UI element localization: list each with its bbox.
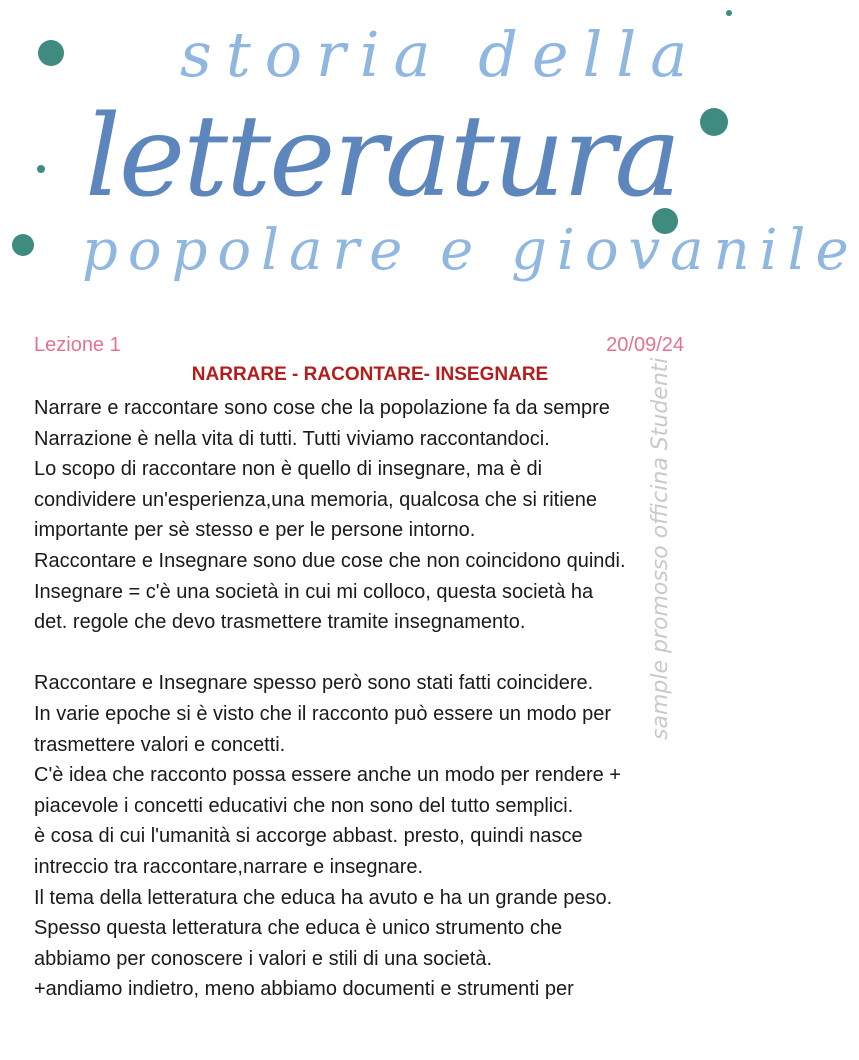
watermark: sample promosso officina Studenti <box>648 357 673 740</box>
body-line: importante per sè stesso e per le persone intorno. <box>34 519 476 542</box>
teal-dot-decoration <box>37 165 45 173</box>
title-line-1: storia della <box>180 18 702 91</box>
lesson-date: 20/09/24 <box>606 334 684 356</box>
body-line: Spesso questa letteratura che educa è unico strumento che <box>34 917 563 940</box>
body-line: intreccio tra raccontare,narrare e insegnare. <box>34 855 424 878</box>
body-line: trasmettere valori e concetti. <box>34 733 286 756</box>
title-line-3: popolare e giovanile <box>82 218 859 283</box>
blank-line <box>34 638 734 669</box>
body-line: In varie epoche si è visto che il racconto può essere un modo per <box>34 702 611 725</box>
teal-dot-decoration <box>726 10 732 16</box>
body-line: Lo scopo di raccontare non è quello di insegnare, ma è di <box>34 458 543 481</box>
body-line: condividere un'esperienza,una memoria, qualcosa che si ritiene <box>34 488 598 511</box>
body-line: C'è idea che racconto possa essere anche un modo per rendere + <box>34 764 621 787</box>
notes-body <box>34 393 734 1005</box>
body-line: abbiamo per conoscere i valori e stili di una società. <box>34 947 493 970</box>
teal-dot-decoration <box>12 234 34 256</box>
body-line: è cosa di cui l'umanità si accorge abbast. presto, quindi nasce <box>34 825 583 848</box>
body-line: Narrazione è nella vita di tutti. Tutti viviamo raccontandoci. <box>34 427 550 450</box>
section-heading: NARRARE - RACONTARE- INSEGNARE <box>191 364 549 385</box>
body-line: Raccontare e Insegnare sono due cose che non coincidono quindi. <box>34 549 626 572</box>
title-line-2: letteratura <box>85 92 680 222</box>
body-line: Il tema della letteratura che educa ha avuto e ha un grande peso. <box>34 886 613 909</box>
lesson-label: Lezione 1 <box>34 334 121 356</box>
body-line: Raccontare e Insegnare spesso però sono stati fatti coincidere. <box>34 672 594 695</box>
body-line: det. regole che devo trasmettere tramite insegnamento. <box>34 611 526 634</box>
title-decoration <box>0 0 859 320</box>
body-line: +andiamo indietro, meno abbiamo documenti e strumenti per <box>34 978 574 1001</box>
body-line: Insegnare = c'è una società in cui mi colloco, questa società ha <box>34 580 594 603</box>
body-line: Narrare e raccontare sono cose che la popolazione fa da sempre <box>34 397 610 419</box>
body-line: piacevole i concetti educativi che non sono del tutto semplici. <box>34 794 574 817</box>
teal-dot-decoration <box>700 108 728 136</box>
teal-dot-decoration <box>38 40 64 66</box>
